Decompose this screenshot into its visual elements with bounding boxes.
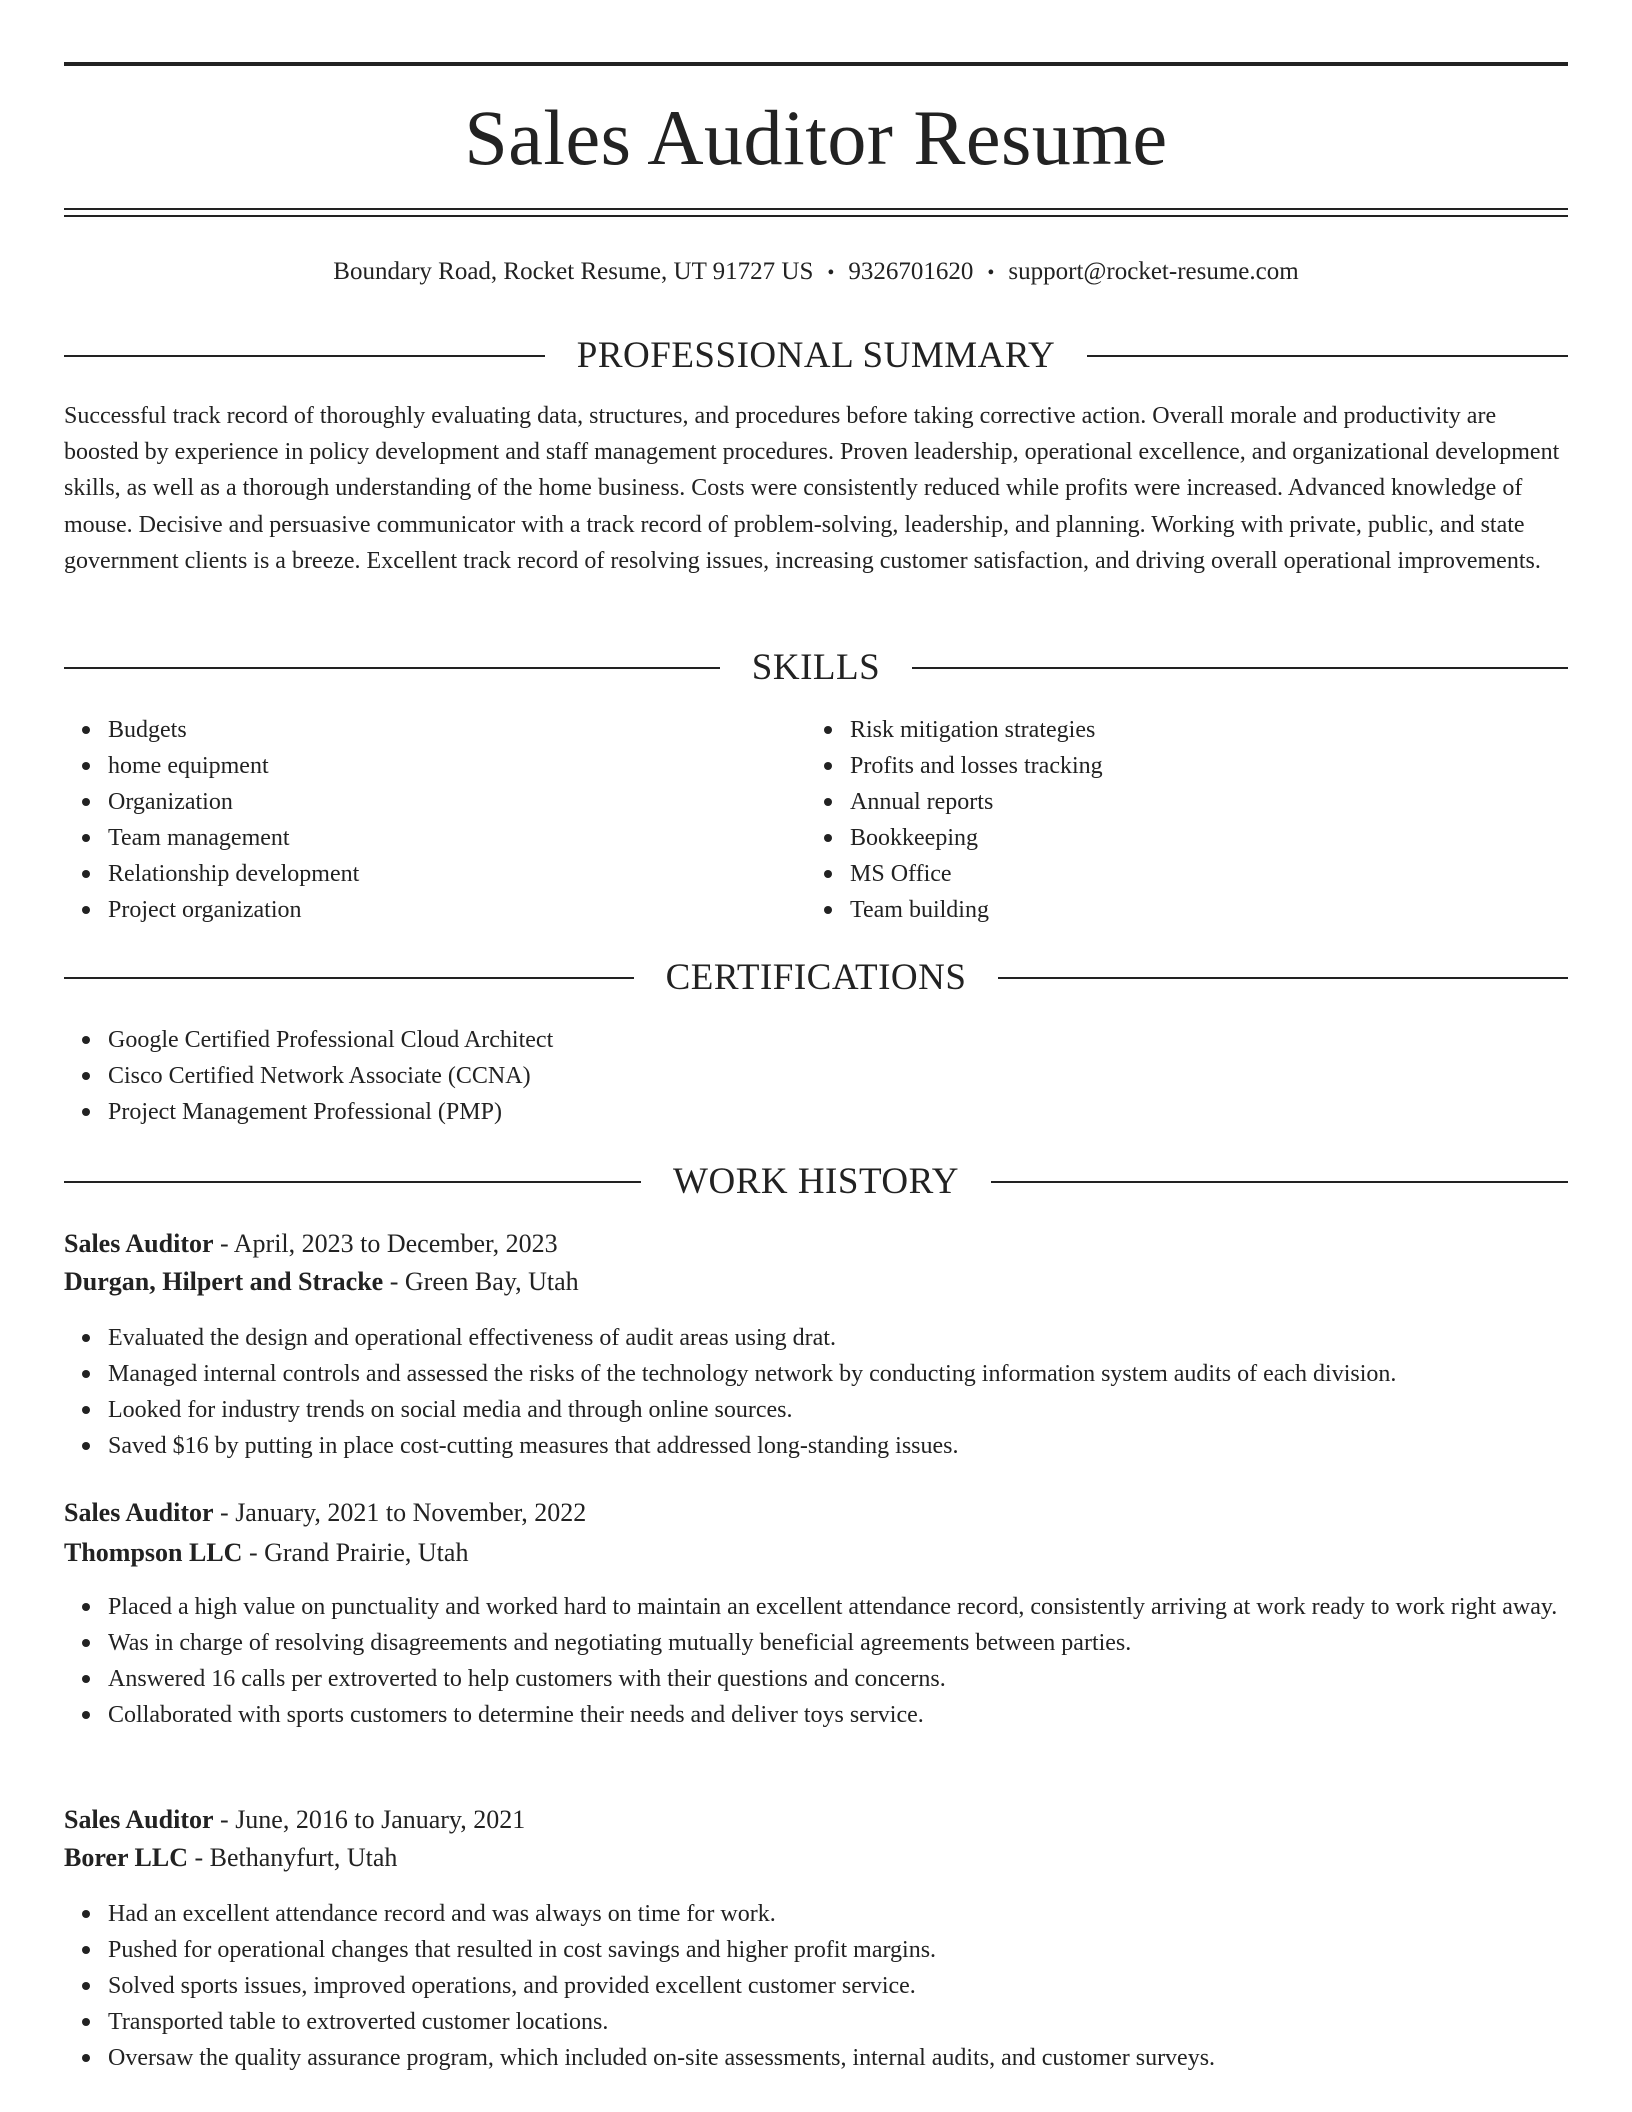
- section-rule: [64, 977, 634, 979]
- job-bullet: Evaluated the design and operational effectiveness of audit areas using drat.: [108, 1320, 1568, 1356]
- job-dates: - January, 2021 to November, 2022: [213, 1498, 587, 1527]
- job-bullet: Transported table to extroverted customer locations.: [108, 2004, 1568, 2040]
- job-company: Durgan, Hilpert and Stracke: [64, 1267, 384, 1296]
- certification-item: Google Certified Professional Cloud Architect: [108, 1022, 1568, 1058]
- job-location: - Grand Prairie, Utah: [242, 1538, 469, 1567]
- job-title: Sales Auditor: [64, 1229, 214, 1258]
- contact-email: support@rocket-resume.com: [1008, 258, 1299, 285]
- job-title: Sales Auditor: [64, 1498, 214, 1527]
- job-dates: - June, 2016 to January, 2021: [213, 1805, 526, 1834]
- skill-item: Annual reports: [850, 784, 1550, 820]
- job-company-line: [64, 1534, 1568, 1572]
- job-company: Borer LLC: [64, 1843, 188, 1872]
- contact-separator: •: [827, 262, 835, 284]
- certification-item: Project Management Professional (PMP): [108, 1094, 1568, 1130]
- skill-item: Profits and losses tracking: [850, 748, 1550, 784]
- skills-section-header: [64, 646, 1568, 690]
- contact-separator: •: [987, 262, 995, 284]
- section-rule: [912, 667, 1568, 669]
- skill-item: Bookkeeping: [850, 820, 1550, 856]
- skill-item: Relationship development: [108, 856, 808, 892]
- work-section-header: [64, 1160, 1568, 1204]
- job-bullet: Looked for industry trends on social media and through online sources.: [108, 1392, 1568, 1428]
- header-rule-lower: [64, 215, 1568, 217]
- job-company-line: [64, 1839, 1568, 1877]
- job-title-line: [64, 1225, 1568, 1263]
- summary-text: Successful track record of thoroughly evaluating data, structures, and procedures before taking corrective action. Overall morale and productivity are boosted by experience in policy development and staff management procedures. Proven leadership, operational excellence, and organizational development skills, as well as a thorough understanding of the home business. Costs were consistently reduced while profits were increased. Advanced knowledge of mouse. Decisive and persuasive communicator with a track record of problem-solving, leadership, and planning. Working with private, public, and state government clients is a breeze. Excellent track record of resolving issues, increasing customer satisfaction, and driving overall operational improvements.: [64, 403, 1560, 574]
- job-title-line: [64, 1494, 1568, 1532]
- job-bullets: [64, 1320, 1568, 1464]
- skills-list-right: [806, 712, 1550, 928]
- job-bullet: Was in charge of resolving disagreements and negotiating mutually beneficial agreements between parties.: [108, 1625, 1568, 1661]
- work-heading: WORK HISTORY: [673, 1161, 959, 1202]
- certifications-section-header: [64, 956, 1568, 1000]
- job-bullet: Pushed for operational changes that resulted in cost savings and higher profit margins.: [108, 1932, 1568, 1968]
- job-bullets: [64, 1896, 1568, 2076]
- section-rule: [991, 1181, 1568, 1183]
- job-bullets: [64, 1589, 1568, 1733]
- contact-line: [64, 254, 1568, 291]
- contact-phone: 9326701620: [848, 258, 974, 285]
- job-dates: - April, 2023 to December, 2023: [213, 1229, 558, 1258]
- contact-address: Boundary Road, Rocket Resume, UT 91727 US: [333, 258, 814, 285]
- certification-item: Cisco Certified Network Associate (CCNA): [108, 1058, 1568, 1094]
- job-title-line: [64, 1801, 1568, 1839]
- job-location: - Bethanyfurt, Utah: [187, 1843, 398, 1872]
- section-rule: [64, 667, 720, 669]
- section-rule: [64, 355, 545, 357]
- certifications-heading: CERTIFICATIONS: [665, 957, 967, 998]
- job-company-line: [64, 1263, 1568, 1301]
- skill-item: Project organization: [108, 892, 808, 928]
- header-top-rule: [64, 62, 1568, 66]
- skills-list-left: [64, 712, 808, 928]
- section-rule: [1087, 355, 1568, 357]
- job-title: Sales Auditor: [64, 1805, 214, 1834]
- skill-item: home equipment: [108, 748, 808, 784]
- job-bullet: Solved sports issues, improved operations, and provided excellent customer service.: [108, 1968, 1568, 2004]
- skills-heading: SKILLS: [751, 647, 881, 688]
- skill-item: MS Office: [850, 856, 1550, 892]
- job-bullet: Collaborated with sports customers to determine their needs and deliver toys service.: [108, 1697, 1568, 1733]
- skill-item: Team building: [850, 892, 1550, 928]
- job-bullet: Had an excellent attendance record and was always on time for work.: [108, 1896, 1568, 1932]
- skill-item: Risk mitigation strategies: [850, 712, 1550, 748]
- job-location: - Green Bay, Utah: [383, 1267, 579, 1296]
- summary-section-header: [64, 334, 1568, 378]
- job-bullet: Placed a high value on punctuality and worked hard to maintain an excellent attendance record, consistently arriving at work ready to work right away.: [108, 1589, 1568, 1625]
- header-rule-upper: [64, 208, 1568, 210]
- certifications-list: [64, 1022, 1568, 1130]
- job-bullet: Saved $16 by putting in place cost-cutting measures that addressed long-standing issues.: [108, 1428, 1568, 1464]
- job-bullet: Managed internal controls and assessed the risks of the technology network by conducting information system audits of each division.: [108, 1356, 1568, 1392]
- summary-heading: PROFESSIONAL SUMMARY: [576, 335, 1056, 376]
- job-company: Thompson LLC: [64, 1538, 243, 1567]
- section-rule: [64, 1181, 641, 1183]
- skill-item: Organization: [108, 784, 808, 820]
- section-rule: [998, 977, 1568, 979]
- resume-title: Sales Auditor Resume: [464, 94, 1168, 181]
- job-bullet: Answered 16 calls per extroverted to help customers with their questions and concerns.: [108, 1661, 1568, 1697]
- skill-item: Budgets: [108, 712, 808, 748]
- job-bullet: Oversaw the quality assurance program, which included on-site assessments, internal audits, and customer surveys.: [108, 2040, 1568, 2076]
- skill-item: Team management: [108, 820, 808, 856]
